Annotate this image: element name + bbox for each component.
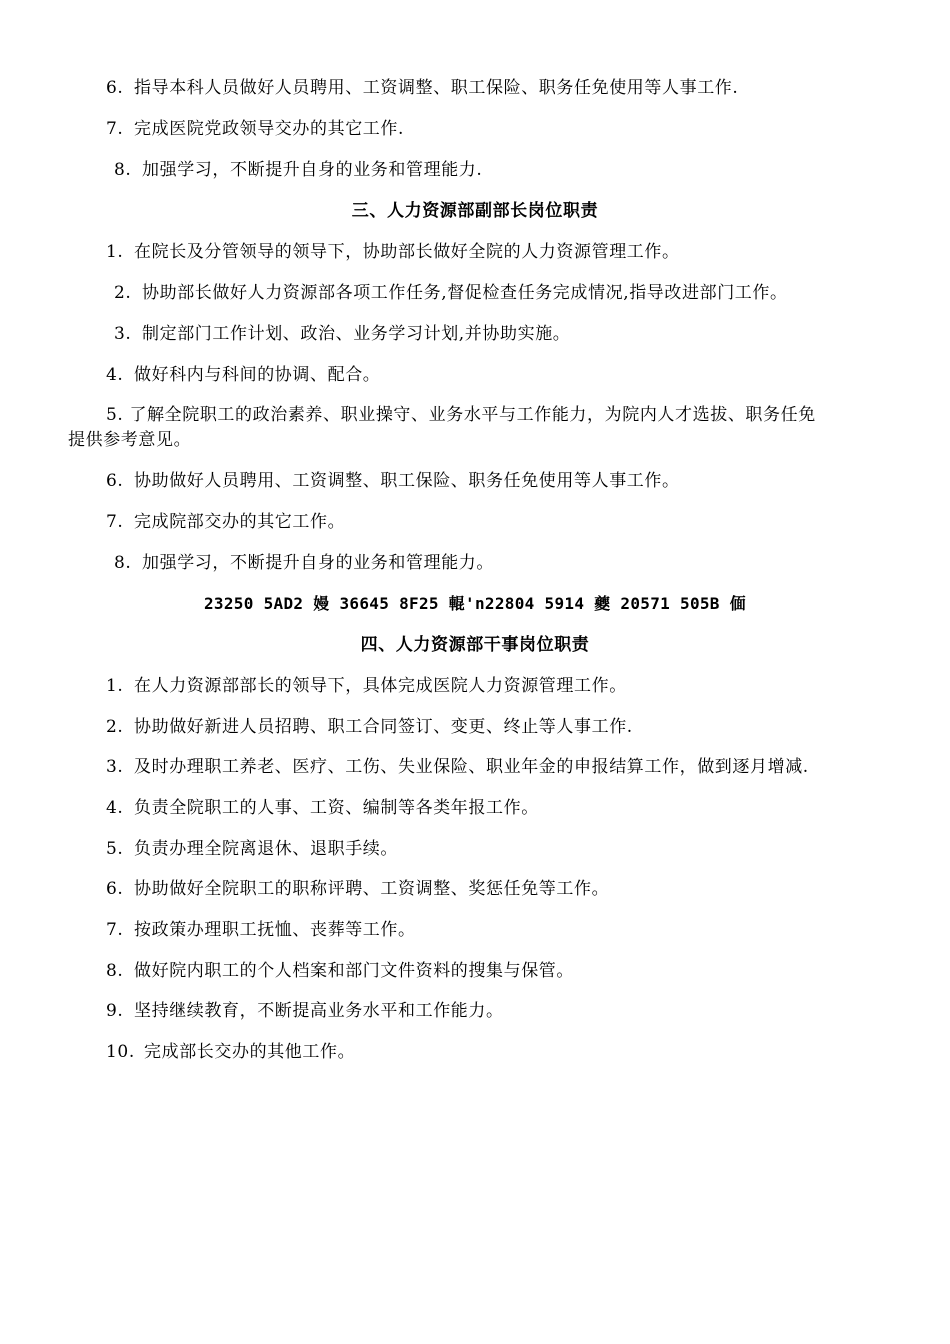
item-number: 2. [114,283,132,303]
item-number: 6. [106,879,124,899]
item-text: 协助做好全院职工的职称评聘、工资调整、奖惩任免等工作。 [134,879,610,899]
item-text: 制定部门工作计划、政治、业务学习计划,并协助实施。 [142,324,571,344]
item-text: 协助部长做好人力资源部各项工作任务,督促检查任务完成情况,指导改进部门工作。 [142,283,788,303]
list-item [114,281,890,305]
item-text: 坚持继续教育，不断提高业务水平和工作能力。 [134,1001,504,1021]
item-number: 3. [106,757,124,777]
item-number: 1. [106,676,124,696]
list-item [106,1040,890,1064]
list-item [106,469,890,493]
item-number: 6. [106,78,124,98]
item-number: 8. [114,553,132,573]
item-number: 5. [106,839,124,859]
item-text: 做好科内与科间的协调、配合。 [134,365,381,385]
section-heading: 三、人力资源部副部长岗位职责 [351,201,599,221]
item-text: 加强学习，不断提升自身的业务和管理能力. [142,160,483,180]
item-number: 2. [106,717,124,737]
item-continuation: 提供参考意见。 [68,430,192,450]
list-item [106,837,890,861]
item-first-line [68,403,888,428]
item-text: 完成医院党政领导交办的其它工作. [134,119,405,139]
list-item [106,76,890,100]
garbled-text-line: 23250 5AD2 嫚 36645 8F25 輥'n22804 5914 夔 20571 505B 偭 [204,594,746,613]
list-item [106,240,890,264]
item-number: 8. [114,160,132,180]
item-text: 做好院内职工的个人档案和部门文件资料的搜集与保管。 [134,961,574,981]
list-item [114,322,890,346]
list-item [106,918,890,942]
item-number: 7. [106,512,124,532]
list-item [106,999,890,1023]
item-number: 7. [106,920,124,940]
item-number: 9. [106,1001,124,1021]
list-item [106,363,890,387]
item-number: 4. [106,798,124,818]
list-item [106,117,890,141]
item-text: 负责全院职工的人事、工资、编制等各类年报工作。 [134,798,539,818]
item-text: 了解全院职工的政治素养、职业操守、业务水平与工作能力，为院内人才选拔、职务任免 [129,405,816,425]
item-text: 完成院部交办的其它工作。 [134,512,346,532]
item-number: 4. [106,365,124,385]
item-number: 8. [106,961,124,981]
item-text: 协助做好人员聘用、工资调整、职工保险、职务任免使用等人事工作。 [134,471,680,491]
item-number: 10. [106,1042,135,1062]
list-item [68,403,888,453]
item-number: 6. [106,471,124,491]
item-number: 3. [114,324,132,344]
section-heading: 四、人力资源部干事岗位职责 [360,635,590,655]
list-item [106,510,890,534]
item-number: 1. [106,242,124,262]
list-item [106,877,890,901]
item-text: 指导本科人员做好人员聘用、工资调整、职工保险、职务任免使用等人事工作. [134,78,739,98]
list-item [114,551,890,575]
item-text: 协助做好新进人员招聘、职工合同签订、变更、终止等人事工作. [134,717,633,737]
item-text: 负责办理全院离退休、退职手续。 [134,839,398,859]
item-text: 加强学习，不断提升自身的业务和管理能力。 [142,553,494,573]
item-text: 按政策办理职工抚恤、丧葬等工作。 [134,920,416,940]
item-number: 7. [106,119,124,139]
list-item [106,796,890,820]
list-item [106,674,890,698]
list-item [106,959,890,983]
item-text: 在人力资源部部长的领导下，具体完成医院人力资源管理工作。 [134,676,627,696]
item-number: 5. [106,405,124,425]
item-text: 及时办理职工养老、医疗、工伤、失业保险、职业年金的申报结算工作，做到逐月增减. [134,757,809,777]
list-item [106,715,890,739]
list-item [114,158,890,182]
item-text: 在院长及分管领导的领导下，协助部长做好全院的人力资源管理工作。 [134,242,680,262]
item-text: 完成部长交办的其他工作。 [144,1042,356,1062]
list-item [106,755,890,779]
